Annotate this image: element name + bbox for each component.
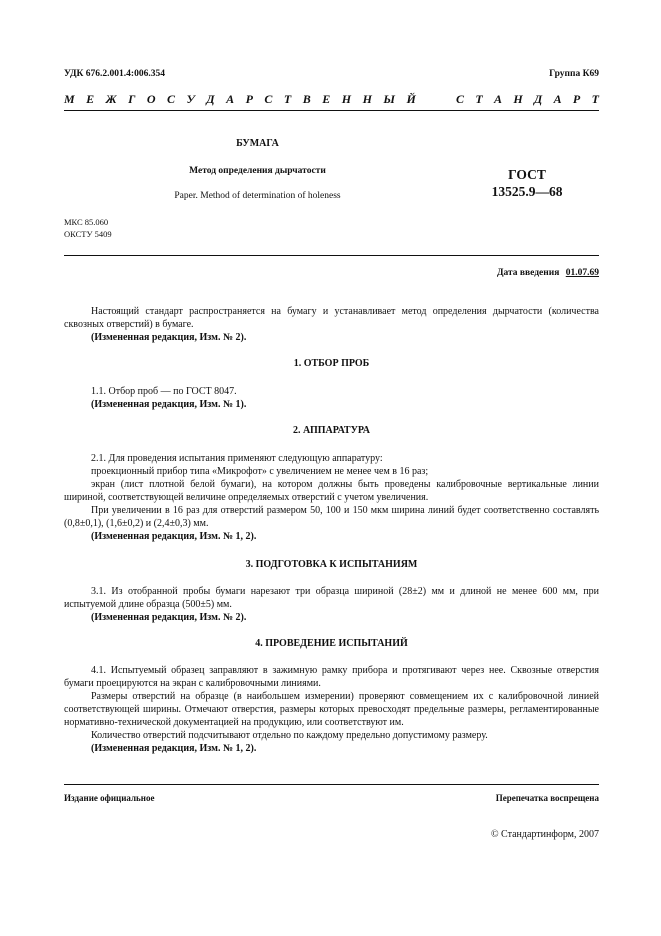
section-3-amendment: (Измененная редакция, Изм. № 2). bbox=[91, 612, 247, 623]
banner-word-standard: С Т А Н Д А Р Т bbox=[456, 92, 599, 106]
intro-date bbox=[497, 268, 599, 278]
section-1-paragraph: 1.1. Отбор проб — по ГОСТ 8047. bbox=[91, 386, 237, 397]
section-body-4 bbox=[64, 664, 599, 755]
reprint-prohibited-label: Перепечатка воспрещена bbox=[495, 793, 599, 803]
section-4-amendment: (Измененная редакция, Изм. № 1, 2). bbox=[91, 743, 257, 754]
section-2-paragraph-3: экран (лист плотной белой бумаги), на котором должны быть проведены калибровочные вертикальные линии шириной, соответствующей величине определяемых отверстий с учетом увеличения. bbox=[64, 479, 599, 503]
section-body-1 bbox=[64, 385, 599, 411]
section-3-paragraph: 3.1. Из отобранной пробы бумаги нарезают три образца шириной (28±2) мм и длиной не менее 600 мм, при испытуемой длине образца (500±5) мм. bbox=[64, 586, 599, 610]
mks-code: МКС 85.060 bbox=[64, 217, 109, 227]
section-4-paragraph-3: Количество отверстий подсчитывают отдельно по каждому предельно допустимому размеру. bbox=[91, 730, 488, 741]
copyright-notice: © Стандартинформ, 2007 bbox=[490, 829, 599, 840]
doc-title: БУМАГА bbox=[236, 138, 279, 149]
intro-section bbox=[64, 305, 599, 344]
intro-date-label: Дата введения bbox=[496, 268, 560, 278]
footer-rule bbox=[64, 784, 599, 785]
section-2-paragraph-4: При увеличении в 16 раз для отверстий размером 50, 100 и 150 мкм ширина линий будет соответственно составлять (0,8±0,1), (1,6±0,2) и (2,4±0,3) мм. bbox=[64, 505, 599, 529]
section-2-paragraph-1: 2.1. Для проведения испытания применяют следующую аппаратуру: bbox=[91, 453, 383, 464]
intro-paragraph: Настоящий стандарт распространяется на бумагу и устанавливает метод определения дырчатости (количества сквозных отверстий) в бумаге. bbox=[64, 306, 599, 330]
section-body-3 bbox=[64, 585, 599, 624]
section-4-paragraph-2: Размеры отверстий на образце (в наибольшем измерении) проверяют совмещением их с калибровочной линией соответствующей ширины. Отмечают отверстия, размеры которых превосходят предельные размеры, регламентированные нормативно-технической документацией на продукцию, или соответствуют им. bbox=[64, 691, 599, 728]
section-4-paragraph-1: 4.1. Испытуемый образец заправляют в зажимную рамку прибора и протягивают через нее. Сквозные отверстия бумаги проецируются на экран с калибровочными линиями. bbox=[64, 665, 599, 689]
classification-codes bbox=[64, 216, 112, 240]
gost-label: ГОСТ bbox=[508, 167, 546, 182]
section-1-amendment: (Измененная редакция, Изм. № 1). bbox=[91, 399, 247, 410]
banner-word-interstate: М Е Ж Г О С У Д А Р С Т В Е Н Н Ы Й bbox=[64, 92, 416, 106]
official-edition-label: Издание официальное bbox=[64, 793, 155, 803]
intro-date-value: 01.07.69 bbox=[565, 268, 599, 278]
gost-number: 13525.9—68 bbox=[491, 184, 563, 199]
section-heading-3: 3. ПОДГОТОВКА К ИСПЫТАНИЯМ bbox=[245, 559, 418, 570]
section-heading-2: 2. АППАРАТУРА bbox=[293, 425, 370, 436]
okstu-code: ОКСТУ 5409 bbox=[64, 229, 112, 239]
standard-banner bbox=[64, 92, 599, 107]
section-2-amendment: (Измененная редакция, Изм. № 1, 2). bbox=[91, 531, 257, 542]
header-rule bbox=[64, 110, 599, 111]
udk-code: УДК 676.2.001.4:006.354 bbox=[64, 69, 165, 79]
section-2-paragraph-2: проекционный прибор типа «Микрофот» с увеличением не менее чем в 16 раз; bbox=[91, 466, 429, 477]
intro-amendment: (Измененная редакция, Изм. № 2). bbox=[91, 332, 247, 343]
doc-subtitle: Метод определения дырчатости bbox=[189, 166, 326, 176]
section-heading-4: 4. ПРОВЕДЕНИЕ ИСПЫТАНИЙ bbox=[255, 638, 408, 649]
section-body-2 bbox=[64, 452, 599, 543]
doc-english-title: Paper. Method of determination of holeness bbox=[174, 191, 341, 201]
group-code: Группа К69 bbox=[549, 69, 599, 79]
title-rule bbox=[64, 255, 599, 256]
section-heading-1: 1. ОТБОР ПРОБ bbox=[293, 358, 370, 369]
